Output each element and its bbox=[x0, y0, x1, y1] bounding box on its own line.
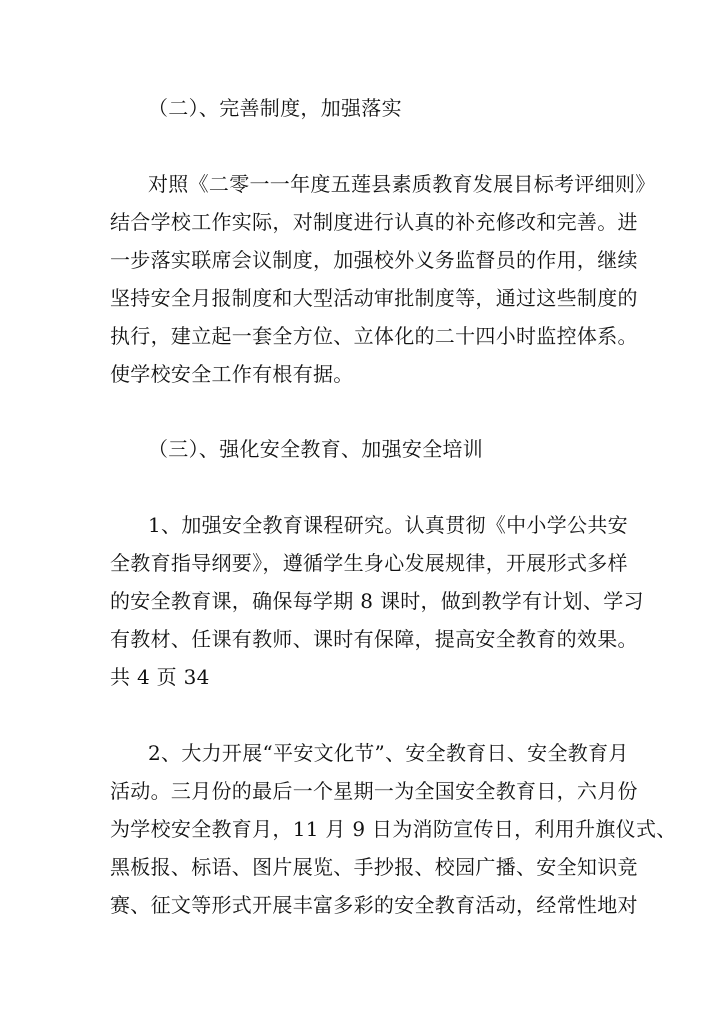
paragraph-line: 的安全教育课，确保每学期 8 课时，做到教学有计划、学习 bbox=[110, 589, 644, 613]
paragraph-line: 对照《二零一一年度五莲县素质教育发展目标考评细则》 bbox=[148, 172, 656, 196]
paragraph-line: 赛、征文等形式开展丰富多彩的安全教育活动，经常性地对 bbox=[110, 893, 638, 917]
paragraph-line: 一步落实联席会议制度，加强校外义务监督员的作用，继续 bbox=[110, 248, 638, 272]
paragraph-line: 黑板报、标语、图片展览、手抄报、校园广播、安全知识竞 bbox=[110, 855, 638, 879]
paragraph-line: 有教材、任课有教师、课时有保障，提高安全教育的效果。 bbox=[110, 627, 638, 651]
page-count-text: 共 4 页 34 bbox=[110, 665, 210, 689]
paragraph-line: 为学校安全教育月，11 月 9 日为消防宣传日，利用升旗仪式、 bbox=[110, 817, 677, 841]
paragraph-line: 2、大力开展“平安文化节”、安全教育日、安全教育月 bbox=[148, 741, 629, 765]
paragraph-line: 活动。三月份的最后一个星期一为全国安全教育日，六月份 bbox=[110, 779, 638, 803]
paragraph-line: 执行，建立起一套全方位、立体化的二十四小时监控体系。 bbox=[110, 324, 638, 348]
paragraph-line: 结合学校工作实际，对制度进行认真的补充修改和完善。进 bbox=[110, 210, 638, 234]
paragraph-line: 使学校安全工作有根有据。 bbox=[110, 362, 354, 386]
paragraph-line: 1、加强安全教育课程研究。认真贯彻《中小学公共安 bbox=[148, 513, 628, 537]
section-heading-2: （二）、完善制度，加强落实 bbox=[148, 96, 402, 120]
section-heading-3: （三）、强化安全教育、加强安全培训 bbox=[148, 437, 484, 461]
paragraph-line: 全教育指导纲要》，遵循学生身心发展规律，开展形式多样 bbox=[110, 551, 628, 575]
paragraph-line: 坚持安全月报制度和大型活动审批制度等，通过这些制度的 bbox=[110, 286, 638, 310]
